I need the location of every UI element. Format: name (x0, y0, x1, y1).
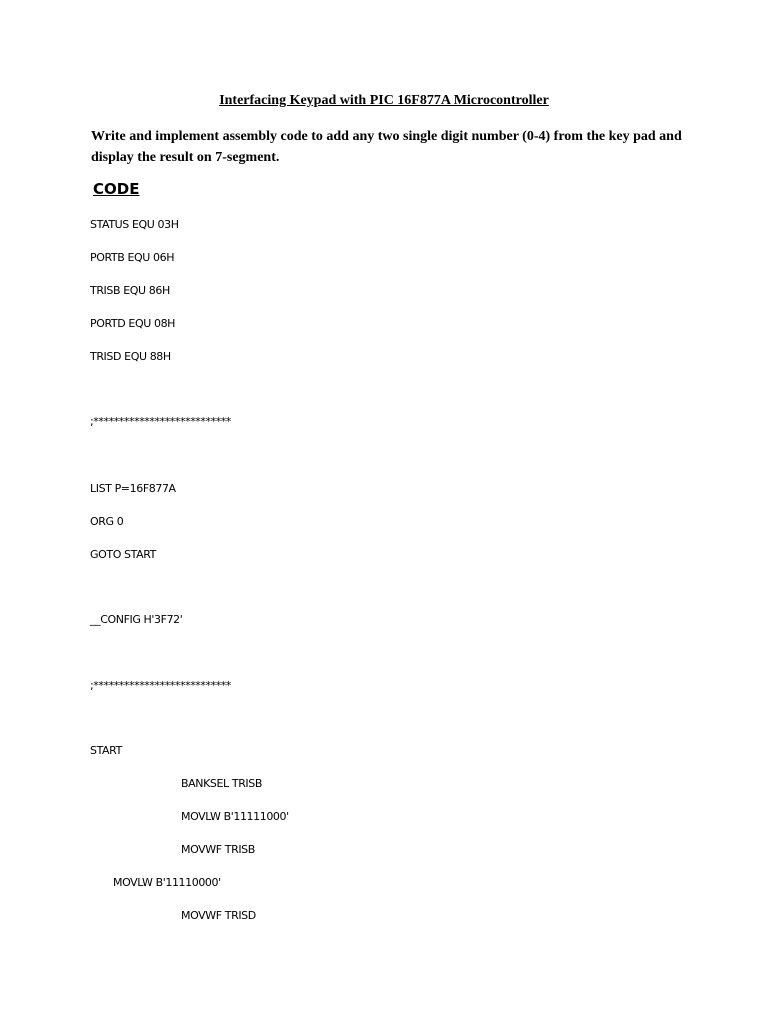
code-heading: CODE (93, 180, 140, 198)
code-label-start: START (90, 744, 122, 757)
code-line-trisb-equ: TRISB EQU 86H (90, 284, 170, 297)
code-line-list: LIST P=16F877A (90, 482, 176, 495)
code-line-portb-equ: PORTB EQU 06H (90, 251, 175, 264)
code-line-portd-equ: PORTD EQU 08H (90, 317, 176, 330)
code-line-movlw-trisd: MOVLW B'11110000' (113, 876, 221, 889)
code-line-banksel: BANKSEL TRISB (181, 777, 263, 790)
code-line-org: ORG 0 (90, 515, 124, 528)
code-separator-comment: ;*************************** (90, 415, 232, 428)
code-line-config: __CONFIG H'3F72' (90, 613, 183, 626)
code-line-movlw-trisb: MOVLW B'11111000' (181, 810, 289, 823)
code-line-movwf-trisd: MOVWF TRISD (181, 909, 256, 922)
document-title: Interfacing Keypad with PIC 16F877A Microcontroller (219, 93, 549, 108)
code-line-trisd-equ: TRISD EQU 88H (90, 350, 171, 363)
code-line-movwf-trisb: MOVWF TRISB (181, 843, 255, 856)
code-line-goto-start: GOTO START (90, 548, 156, 561)
task-description: Write and implement assembly code to add any two single digit number (0-4) from the key pad and display the result on 7-segment. (91, 129, 682, 165)
code-separator-comment: ;*************************** (90, 679, 232, 692)
code-line-status-equ: STATUS EQU 03H (90, 218, 179, 231)
